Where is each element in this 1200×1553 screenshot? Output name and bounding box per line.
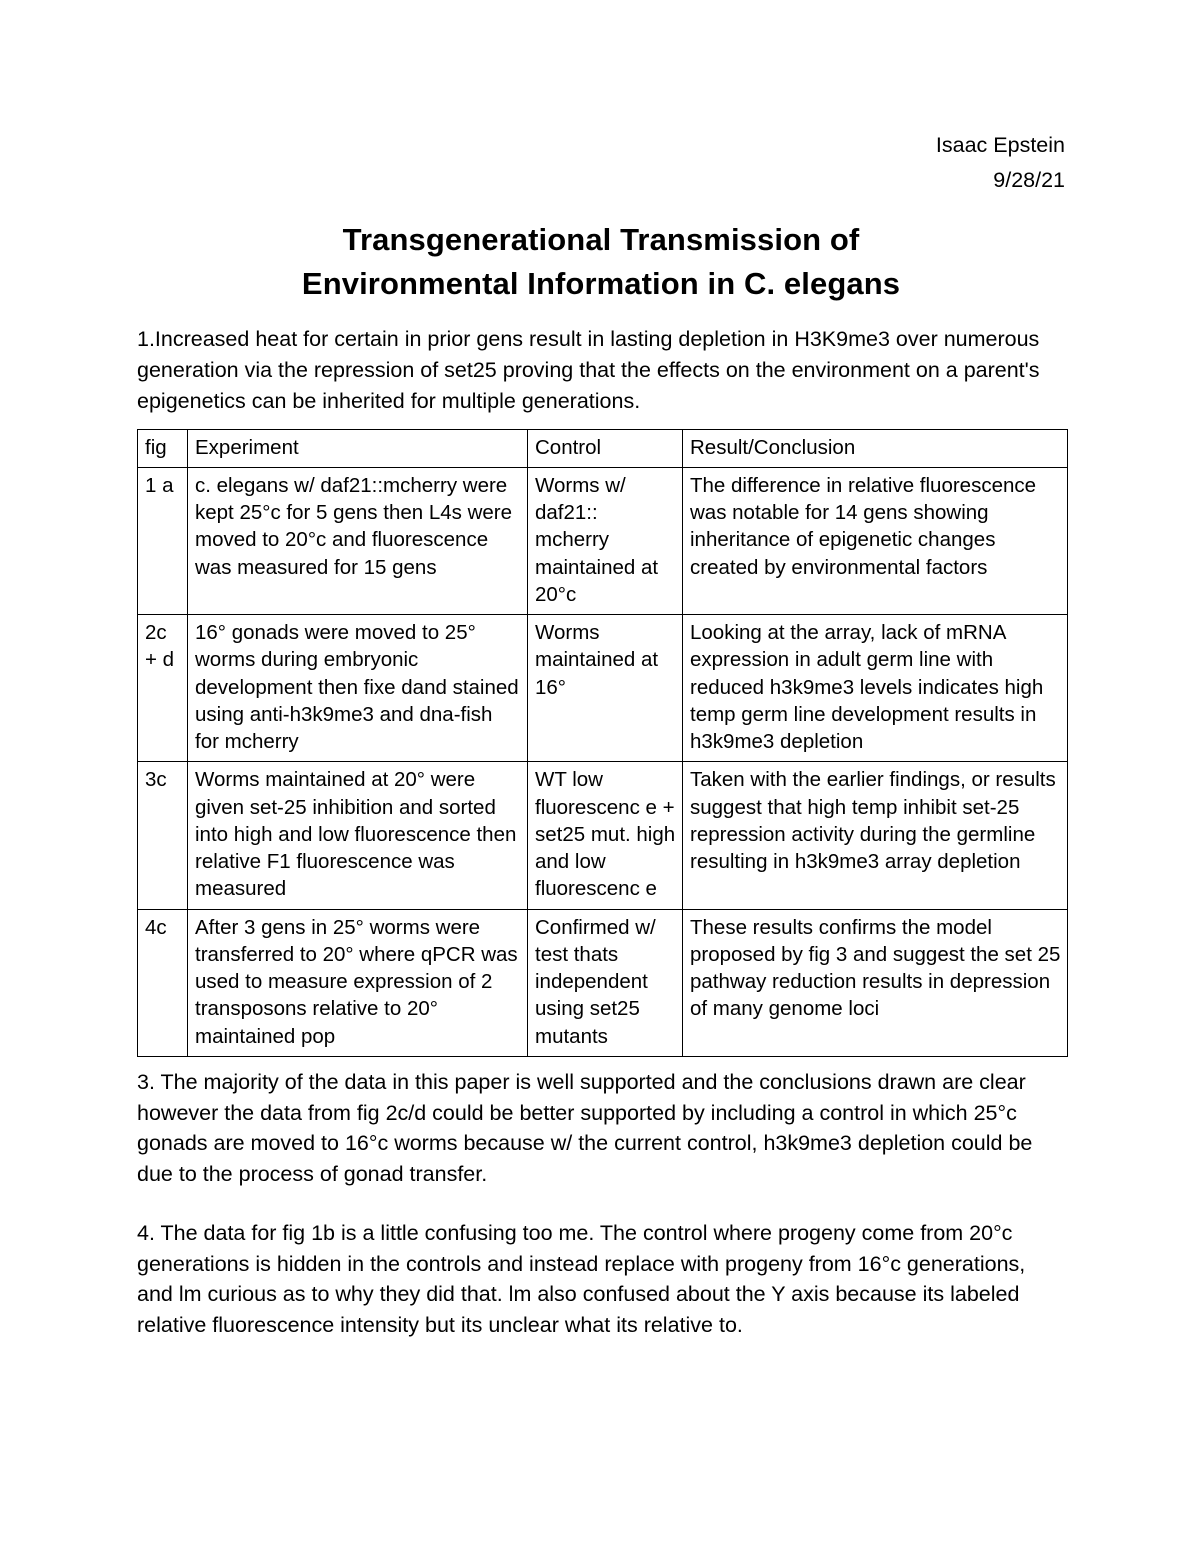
- cell-control: Worms w/ daf21:: mcherry maintained at 20°c: [528, 467, 683, 614]
- cell-experiment: 16° gonads were moved to 25° worms during embryonic development then fixe dand stained using anti-h3k9me3 and dna-fish for mcherry: [188, 615, 528, 762]
- cell-fig: 3c: [138, 762, 188, 909]
- column-header-result: Result/Conclusion: [683, 429, 1068, 467]
- table-row: [138, 762, 1068, 909]
- cell-fig: 4c: [138, 909, 188, 1056]
- cell-fig: 1 a: [138, 467, 188, 614]
- page-title-line-2: Environmental Information in C. elegans: [301, 266, 901, 302]
- paragraph-spacer: [137, 1202, 1065, 1208]
- table-row: [138, 467, 1068, 614]
- intro-paragraph: 1.Increased heat for certain in prior gens result in lasting depletion in H3K9me3 over numerous generation via the repression of set25 proving that the effects on the environment on a parent's epigenetics can be inherited for multiple generations.: [137, 327, 1040, 413]
- cell-result: The difference in relative fluorescence was notable for 14 gens showing inheritance of epigenetic changes created by environmental factors: [683, 467, 1068, 614]
- cell-result: Taken with the earlier findings, or results suggest that high temp inhibit set-25 repression activity during the germline resulting in h3k9me3 array depletion: [683, 762, 1068, 909]
- cell-experiment: After 3 gens in 25° worms were transferred to 20° where qPCR was used to measure expression of 2 transposons relative to 20° maintained pop: [188, 909, 528, 1056]
- table-header-row: [138, 429, 1068, 467]
- column-header-fig: fig: [138, 429, 188, 467]
- discussion-section: [137, 1067, 1065, 1341]
- table-row: [138, 909, 1068, 1056]
- page-title-line-1: Transgenerational Transmission of: [342, 222, 860, 258]
- column-header-experiment: Experiment: [188, 429, 528, 467]
- experiment-table: [137, 429, 1068, 1057]
- cell-control: Worms maintained at 16°: [528, 615, 683, 762]
- document-date: 9/28/21: [993, 168, 1065, 193]
- cell-result: These results confirms the model proposed by fig 3 and suggest the set 25 pathway reduction results in depression of many genome loci: [683, 909, 1068, 1056]
- cell-control: Confirmed w/ test thats independent using set25 mutants: [528, 909, 683, 1056]
- column-header-control: Control: [528, 429, 683, 467]
- discussion-paragraph-3: 3. The majority of the data in this paper is well supported and the conclusions drawn are clear however the data from fig 2c/d could be better supported by including a control in which 25°c gonads are moved to 16°c worms because w/ the current control, h3k9me3 depletion could be due to the process of gonad transfer.: [137, 1069, 1033, 1187]
- discussion-paragraph-4: 4. The data for fig 1b is a little confusing too me. The control where progeny come from 20°c generations is hidden in the controls and instead replace with progeny from 16°c generations, and lm curious as to why they did that. lm also confused about the Y axis because its labeled relative fluorescence intensity but its unclear what its relative to.: [137, 1220, 1026, 1337]
- cell-experiment: Worms maintained at 20° were given set-25 inhibition and sorted into high and low fluorescence then relative F1 fluorescence was measured: [188, 762, 528, 909]
- cell-result: Looking at the array, lack of mRNA expression in adult germ line with reduced h3k9me3 levels indicates high temp germ line development results in h3k9me3 depletion: [683, 615, 1068, 762]
- cell-fig: 2c + d: [138, 615, 188, 762]
- cell-control: WT low fluorescenc e + set25 mut. high and low fluorescenc e: [528, 762, 683, 909]
- cell-experiment: c. elegans w/ daf21::mcherry were kept 25°c for 5 gens then L4s were moved to 20°c and fluorescence was measured for 15 gens: [188, 467, 528, 614]
- document-header: [137, 130, 1065, 196]
- author-name: Isaac Epstein: [935, 133, 1065, 157]
- page-title: [137, 218, 1065, 306]
- table-row: [138, 615, 1068, 762]
